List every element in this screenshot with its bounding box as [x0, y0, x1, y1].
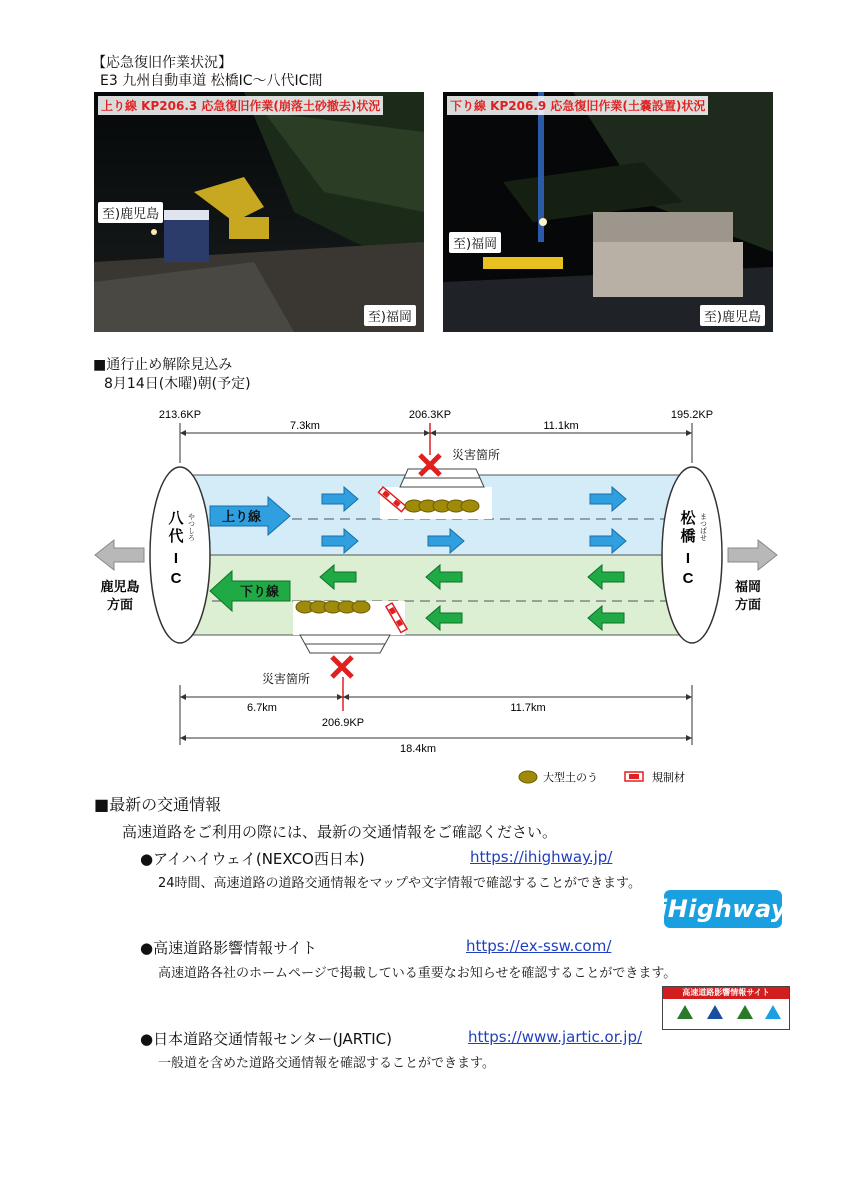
ic-left-char: I: [173, 550, 179, 567]
legend-barrier-fill: [629, 774, 639, 779]
route-line: E3 九州自動車道 松橋IC～八代IC間: [100, 73, 323, 89]
ic-left-char: 八: [168, 510, 184, 527]
ex-ssw-link[interactable]: https://ex-ssw.com/: [466, 937, 612, 955]
photo-caption-uphill: 上り線 KP206.3 応急復旧作業(崩落土砂撤去)状況: [98, 96, 383, 115]
traffic-title: ■最新の交通情報: [94, 795, 222, 814]
dim-arrowhead: [686, 694, 692, 700]
dest-right-arrow: [728, 540, 777, 570]
legend-barrier-label: 規制材: [652, 772, 685, 784]
ic-left-char: C: [170, 570, 182, 587]
ihighway-link[interactable]: https://ihighway.jp/: [470, 848, 613, 866]
dist-bottom-right: 11.7km: [510, 702, 546, 714]
ic-right-char: 松: [680, 510, 696, 527]
dim-arrowhead: [424, 430, 430, 436]
dim-arrowhead: [180, 735, 186, 741]
downhill-lane-label: 下り線: [240, 584, 280, 599]
closure-date: 8月14日(木曜)朝(予定): [104, 376, 251, 392]
kp-mid-bottom-label: 206.9KP: [321, 717, 365, 729]
dest-left-line2: 方面: [106, 597, 134, 612]
traffic-item-desc: 24時間、高速道路の道路交通情報をマップや文字情報で確認することができます。: [158, 876, 641, 891]
legend-sandbag-label: 大型土のう: [543, 772, 598, 784]
photo-downhill-illustration: [443, 92, 773, 332]
section-title: 【応急復旧作業状況】: [92, 55, 232, 71]
kp-left-label: 213.6KP: [158, 409, 202, 421]
kp-right-label: 195.2KP: [670, 409, 714, 421]
dist-top-right: 11.1km: [543, 420, 579, 432]
ic-right-char: 橋: [680, 528, 696, 545]
dim-arrowhead: [180, 430, 186, 436]
sandbags-bottom: [296, 601, 370, 613]
ic-left-char: 代: [168, 528, 184, 545]
traffic-item-name: ●高速道路影響情報サイト: [140, 939, 318, 957]
dest-left-line1: 鹿児島: [100, 579, 140, 594]
uphill-lane-label: 上り線: [222, 509, 262, 524]
photo-dir-right: 至)福岡: [364, 305, 416, 326]
traffic-lead: 高速道路をご利用の際には、最新の交通情報をご確認ください。: [122, 823, 558, 841]
photo-dir-left: 至)福岡: [449, 232, 501, 253]
closure-title: ■通行止め解除見込み: [93, 357, 233, 373]
sandbags-top: [405, 500, 479, 512]
ssw-logo-title: 高速道路影響情報サイト: [663, 987, 789, 999]
kp-mid-top-label: 206.3KP: [408, 409, 452, 421]
traffic-item-desc: 高速道路各社のホームページで掲載している重要なお知らせを確認することができます。: [158, 966, 677, 981]
dist-bottom-left: 6.7km: [247, 702, 277, 714]
ic-right-char: I: [685, 550, 691, 567]
dim-arrowhead: [343, 694, 349, 700]
dest-right-line2: 方面: [734, 597, 762, 612]
ic-left-ruby: やつしろ: [187, 513, 195, 541]
dim-arrowhead: [337, 694, 343, 700]
disaster-label-bottom: 災害箇所: [262, 672, 311, 686]
photo-dir-left: 至)鹿児島: [98, 202, 163, 223]
photo-dir-right: 至)鹿児島: [700, 305, 765, 326]
dim-arrowhead: [686, 430, 692, 436]
traffic-item-name: ●アイハイウェイ(NEXCO西日本): [140, 850, 365, 868]
traffic-item-desc: 一般道を含めた道路交通情報を確認することができます。: [158, 1056, 495, 1071]
ic-right-ellipse: [662, 467, 722, 643]
ic-right-char: C: [682, 570, 694, 587]
ic-left-ellipse: [150, 467, 210, 643]
dim-arrowhead: [686, 735, 692, 741]
dim-arrowhead: [180, 694, 186, 700]
road-closure-diagram: [0, 395, 848, 785]
photo-downhill-repair: [443, 92, 773, 332]
dist-total: 18.4km: [399, 743, 437, 755]
dist-top-left: 7.3km: [290, 420, 320, 432]
ic-right-ruby: まつばせ: [699, 513, 707, 541]
dest-left-arrow: [95, 540, 144, 570]
ssw-logo-marks: [663, 999, 787, 1027]
traffic-item-name: ●日本道路交通情報センター(JARTIC): [140, 1030, 393, 1048]
ssw-logo: [662, 986, 790, 1030]
disaster-label-top: 災害箇所: [452, 448, 501, 462]
dim-arrowhead: [430, 430, 436, 436]
disaster-x-bottom: [332, 657, 352, 677]
jartic-link[interactable]: https://www.jartic.or.jp/: [468, 1028, 643, 1046]
ihighway-logo: iHighway: [664, 890, 782, 928]
photo-caption-downhill: 下り線 KP206.9 応急復旧作業(土嚢設置)状況: [447, 96, 708, 115]
photo-uphill-repair: [94, 92, 424, 332]
legend-sandbag-icon: [519, 771, 537, 783]
dest-right-line1: 福岡: [734, 579, 762, 594]
